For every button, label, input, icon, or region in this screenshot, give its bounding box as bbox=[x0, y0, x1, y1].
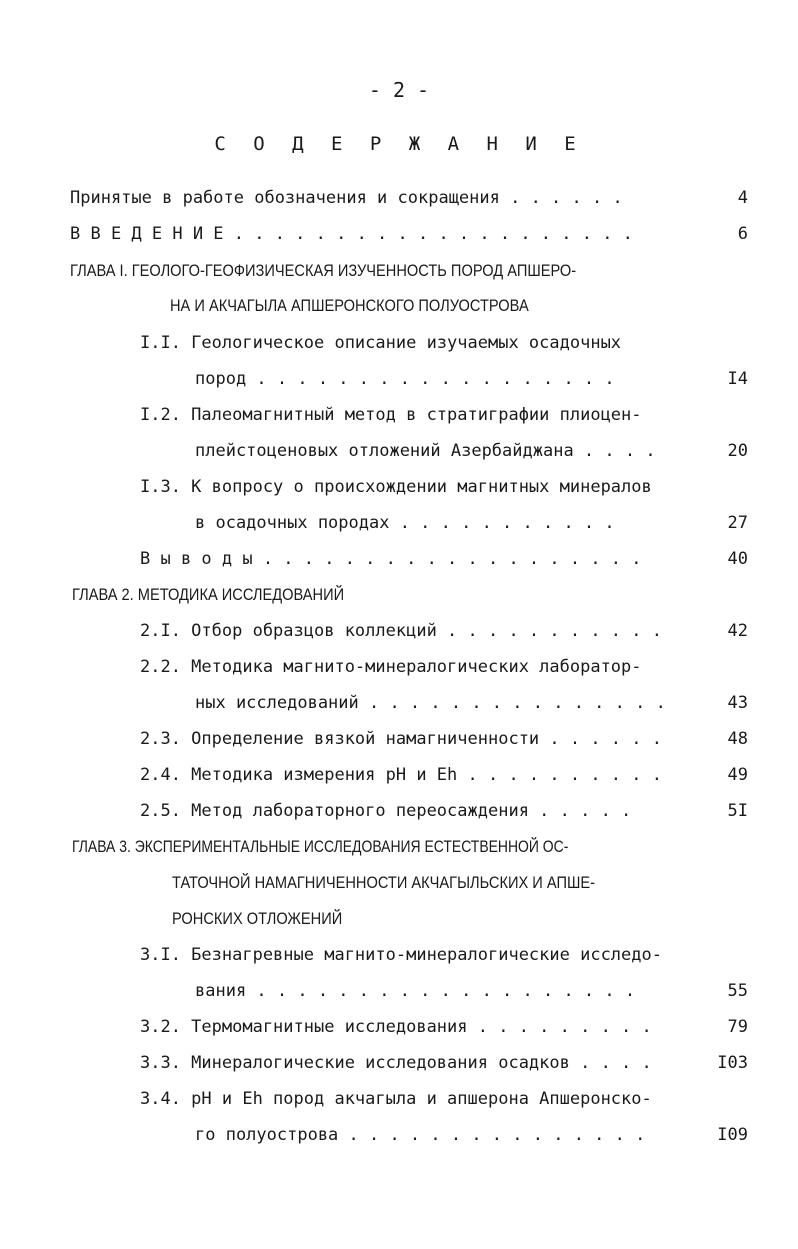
toc-text: 3.4. pH и Eh пород акчагыла и апшерона Апшеронско- bbox=[140, 1089, 652, 1109]
toc-text: Принятые в работе обозначения и сокращения . . . . . . bbox=[70, 188, 623, 208]
toc-page: 27 bbox=[727, 513, 748, 533]
toc-section-1-3 bbox=[0, 472, 798, 502]
toc-chapter-3 bbox=[0, 832, 798, 862]
toc-conclusions bbox=[0, 544, 798, 574]
toc-section-2-5 bbox=[0, 796, 798, 826]
toc-text: I.3. К вопросу о происхождении магнитных минералов bbox=[140, 477, 652, 497]
toc-page: 5I bbox=[727, 801, 748, 821]
toc-page: 4 bbox=[737, 188, 748, 208]
toc-chapter-3-cont bbox=[0, 868, 798, 898]
toc-page: 79 bbox=[727, 1017, 748, 1037]
toc-page: I09 bbox=[717, 1125, 748, 1145]
toc-text: I.2. Палеомагнитный метод в стратиграфии плиоцен- bbox=[140, 405, 642, 425]
toc-section-1-1-cont bbox=[0, 364, 798, 394]
toc-text: 3.2. Термомагнитные исследования . . . . . . . . . bbox=[140, 1017, 652, 1037]
toc-chapter-1-cont bbox=[0, 291, 798, 321]
toc-section-3-4-cont bbox=[0, 1120, 798, 1150]
toc-section-2-1 bbox=[0, 616, 798, 646]
toc-section-1-1 bbox=[0, 328, 798, 358]
toc-text: I.I. Геологическое описание изучаемых осадочных bbox=[140, 333, 622, 353]
toc-text: НА И АКЧАГЫЛА АПШЕРОНСКОГО ПОЛУОСТРОВА bbox=[170, 296, 529, 315]
toc-page: 48 bbox=[727, 729, 748, 749]
toc-section-3-3 bbox=[0, 1048, 798, 1078]
toc-entry-abbreviations bbox=[0, 183, 798, 213]
toc-page: I03 bbox=[717, 1053, 748, 1073]
toc-page: 49 bbox=[727, 765, 748, 785]
page-number: - 2 - bbox=[368, 78, 430, 102]
toc-section-1-2 bbox=[0, 400, 798, 430]
toc-page: 6 bbox=[737, 224, 748, 244]
toc-section-2-2 bbox=[0, 652, 798, 682]
toc-text: плейстоценовых отложений Азербайджана . . . . bbox=[195, 441, 656, 461]
toc-text: 3.I. Безнагревные магнито-минералогические исследо- bbox=[140, 945, 662, 965]
toc-chapter-2 bbox=[0, 580, 798, 610]
toc-section-3-1 bbox=[0, 940, 798, 970]
toc-text: 3.3. Минералогические исследования осадков . . . . bbox=[140, 1053, 652, 1073]
toc-text: В В Е Д Е Н И Е . . . . . . . . . . . . . . . . . . . . bbox=[70, 224, 633, 244]
toc-page: 42 bbox=[727, 621, 748, 641]
toc-section-3-2 bbox=[0, 1012, 798, 1042]
toc-text: ных исследований . . . . . . . . . . . . . . . bbox=[195, 693, 666, 713]
toc-text: 2.I. Отбор образцов коллекций . . . . . . . . . . . bbox=[140, 621, 662, 641]
toc-text: ГЛАВА I. ГЕОЛОГО-ГЕОФИЗИЧЕСКАЯ ИЗУЧЕННОСТЬ ПОРОД АПШЕРО- bbox=[70, 261, 577, 280]
toc-text: 2.5. Метод лабораторного переосаждения . . . . . bbox=[140, 801, 632, 821]
toc-text: го полуострова . . . . . . . . . . . . . . . bbox=[195, 1125, 646, 1145]
toc-text: ТАТОЧНОЙ НАМАГНИЧЕННОСТИ АКЧАГЫЛЬСКИХ И АПШЕ- bbox=[172, 873, 595, 892]
toc-section-3-4 bbox=[0, 1084, 798, 1114]
toc-entry-introduction bbox=[0, 219, 798, 249]
toc-section-2-4 bbox=[0, 760, 798, 790]
toc-page: 55 bbox=[727, 981, 748, 1001]
toc-section-3-1-cont bbox=[0, 976, 798, 1006]
toc-page: 43 bbox=[727, 693, 748, 713]
toc-text: вания . . . . . . . . . . . . . . . . . . . bbox=[195, 981, 636, 1001]
toc-page: 20 bbox=[727, 441, 748, 461]
toc-section-1-3-cont bbox=[0, 508, 798, 538]
toc-section-1-2-cont bbox=[0, 436, 798, 466]
toc-page: 40 bbox=[727, 549, 748, 569]
toc-chapter-1 bbox=[0, 256, 798, 286]
toc-text: пород . . . . . . . . . . . . . . . . . . bbox=[195, 369, 615, 389]
toc-text: в осадочных породах . . . . . . . . . . . bbox=[195, 513, 615, 533]
toc-text: 2.4. Методика измерения pH и Eh . . . . . . . . . . bbox=[140, 765, 662, 785]
toc-text: 2.2. Методика магнито-минералогических лаборатор- bbox=[140, 657, 642, 677]
toc-text: В ы в о д ы . . . . . . . . . . . . . . . . . . . bbox=[140, 549, 642, 569]
toc-chapter-3-cont2 bbox=[0, 904, 798, 934]
page-title: С О Д Е Р Ж А Н И Е bbox=[214, 133, 584, 155]
toc-text: ГЛАВА 2. МЕТОДИКА ИССЛЕДОВАНИЙ bbox=[72, 585, 345, 604]
toc-text: 2.3. Определение вязкой намагниченности . . . . . . bbox=[140, 729, 662, 749]
toc-text: ГЛАВА 3. ЭКСПЕРИМЕНТАЛЬНЫЕ ИССЛЕДОВАНИЯ ЕСТЕСТВЕННОЙ ОС- bbox=[72, 837, 569, 856]
toc-page: I4 bbox=[727, 369, 748, 389]
toc-section-2-3 bbox=[0, 724, 798, 754]
toc-section-2-2-cont bbox=[0, 688, 798, 718]
toc-text: РОНСКИХ ОТЛОЖЕНИЙ bbox=[172, 909, 343, 928]
